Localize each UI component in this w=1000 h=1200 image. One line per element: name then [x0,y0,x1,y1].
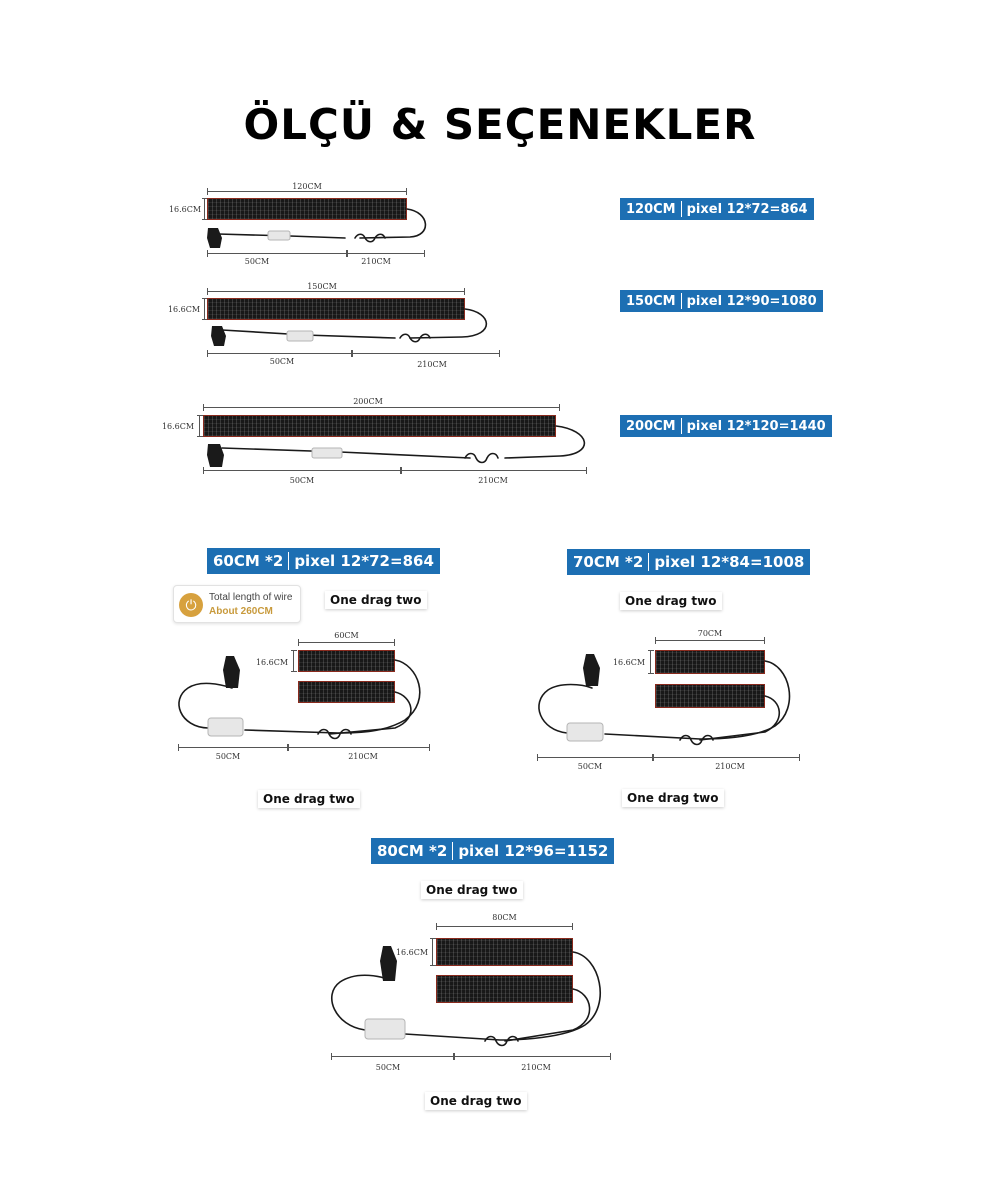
size-text: 120CM [626,201,676,217]
cable-long-label: 210CM [361,257,391,266]
cable-long-label: 210CM [521,1063,551,1072]
cable-short-label: 50CM [289,476,315,485]
pixel-text: pixel 12*96=1152 [458,842,609,860]
height-label: 16.6CM [395,948,429,957]
one-drag-two-tag: One drag two [325,591,427,609]
pixel-text: pixel 12*90=1080 [686,293,817,309]
cable-long-label: 210CM [478,476,508,485]
height-label: 16.6CM [161,422,195,431]
cable-short-label: 50CM [215,752,241,761]
pixel-text: pixel 12*120=1440 [686,418,826,434]
size-text: 70CM *2 [573,553,644,571]
length-label: 80CM [492,913,517,922]
length-label: 60CM [334,631,359,640]
wire-note-line1: Total length of wire [209,592,293,603]
size-text: 60CM *2 [213,552,284,570]
cable-long-label: 210CM [417,360,447,369]
pixel-text: pixel 12*72=864 [294,552,434,570]
cable-long-label: 210CM [715,762,745,771]
size-text: 80CM *2 [377,842,448,860]
one-drag-two-tag-bottom: One drag two [258,790,360,808]
cable-short-label: 50CM [577,762,603,771]
size-text: 150CM [626,293,676,309]
pixel-text: pixel 12*84=1008 [654,553,805,571]
length-label: 150CM [307,282,337,291]
one-drag-two-tag-bottom: One drag two [622,789,724,807]
length-label: 70CM [697,629,723,638]
pixel-text: pixel 12*72=864 [686,201,808,217]
cable-long-label: 210CM [348,752,378,761]
size-text: 200CM [626,418,676,434]
cable-short-label: 50CM [244,257,270,266]
height-label: 16.6CM [612,658,646,667]
length-label: 120CM [292,182,322,191]
wire-note-line2: About 260CM [209,606,273,617]
cable-short-label: 50CM [375,1063,401,1072]
one-drag-two-tag-bottom: One drag two [425,1092,527,1110]
one-drag-two-tag: One drag two [620,592,722,610]
height-label: 16.6CM [167,305,201,314]
cable-short-label: 50CM [269,357,295,366]
height-label: 16.6CM [255,658,289,667]
length-label: 200CM [353,397,383,406]
page-title: ÖLÇÜ & SEÇENEKLER [243,100,757,149]
one-drag-two-tag: One drag two [421,881,523,899]
plug-icon: ⏻ [179,593,203,617]
height-label: 16.6CM [168,205,202,214]
